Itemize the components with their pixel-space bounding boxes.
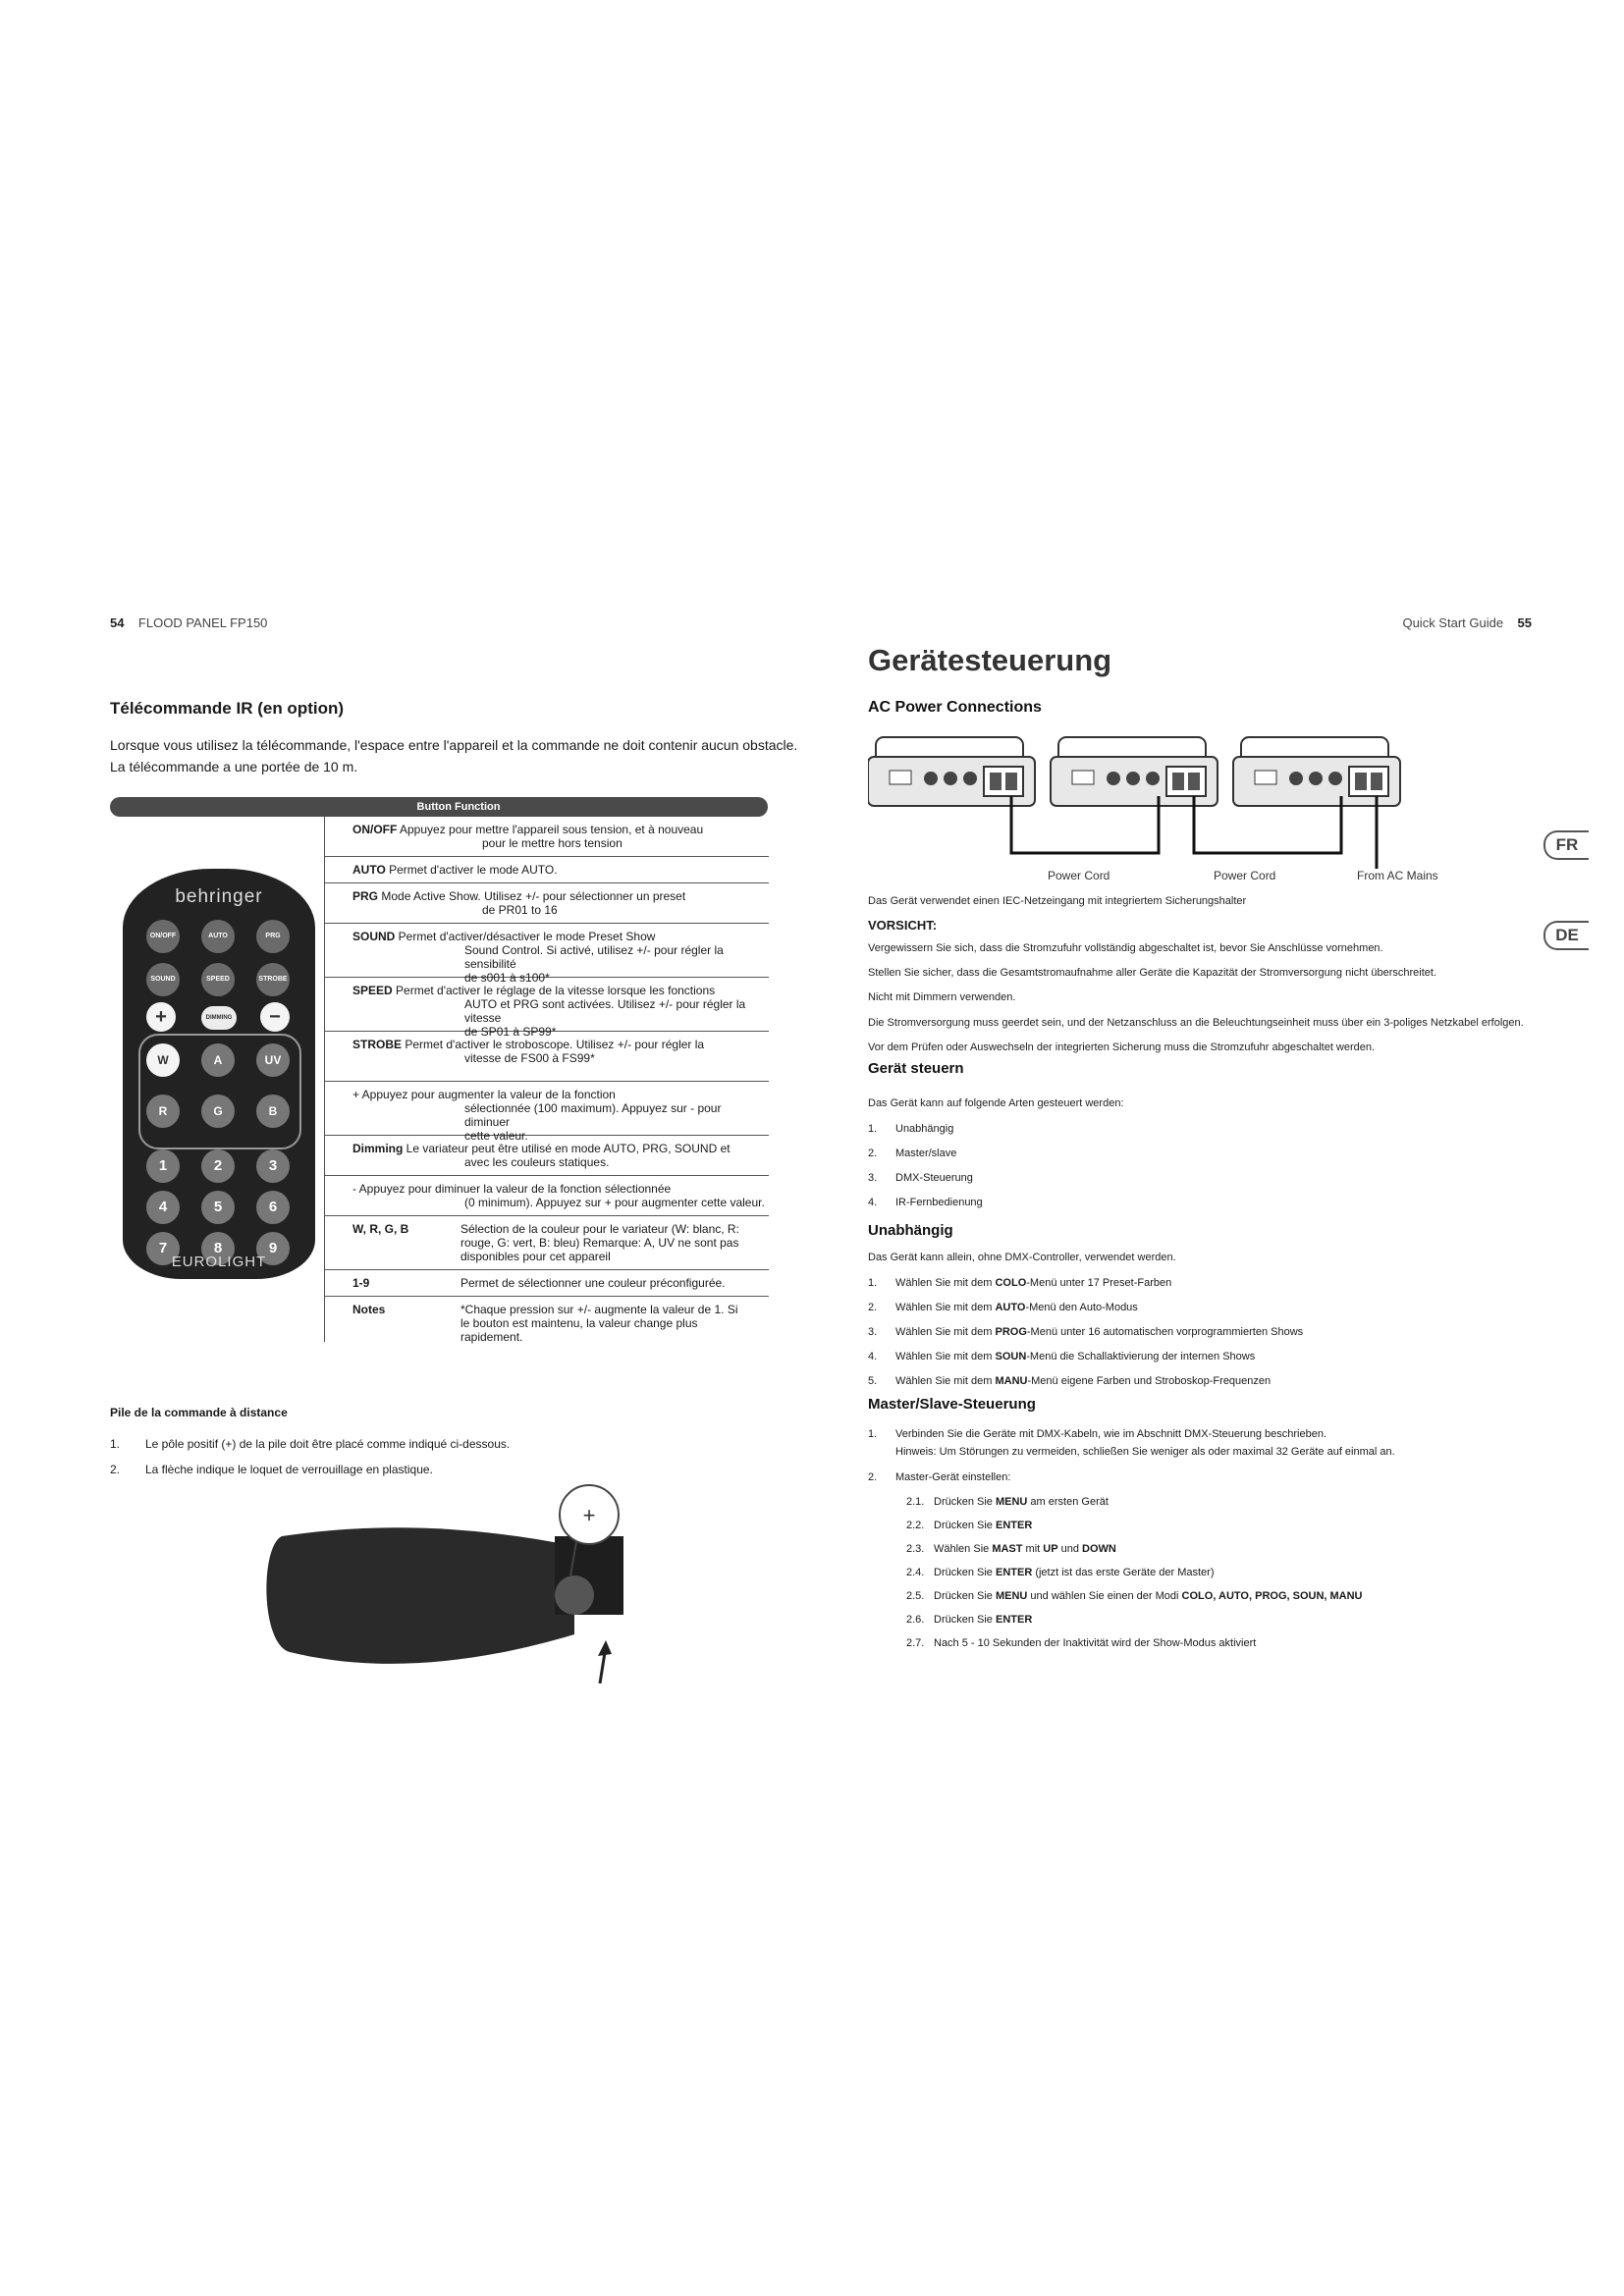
row-text: de PR01 to 16: [482, 903, 558, 917]
caution-line: Vergewissern Sie sich, dass die Stromzufuhr vollständig abgeschaltet ist, bevor Sie Anschlüsse vornehmen.: [868, 942, 1383, 954]
remote-back-shape: [266, 1527, 574, 1664]
item-text: -Menü unter 17 Preset-Farben: [1026, 1277, 1172, 1289]
row-text: vitesse de FS00 à FS99*: [464, 1051, 595, 1065]
row-text: - Appuyez pour diminuer la valeur de la fonction sélectionnée: [352, 1182, 672, 1196]
independent-list: [868, 1271, 1303, 1394]
list-item: [906, 1561, 1363, 1584]
page-number-right: 55: [1517, 615, 1532, 630]
item-text: La flèche indique le loquet de verrouillage en plastique.: [145, 1463, 433, 1476]
item-text: Verbinden Sie die Geräte mit DMX-Kabeln, wie im Abschnitt DMX-Steuerung beschrieben.: [895, 1428, 1326, 1440]
row-key: ON/OFF: [352, 823, 398, 836]
menu-keyword: ENTER: [995, 1614, 1033, 1626]
remote-button-a: A: [201, 1043, 235, 1077]
section-title-master-slave: Master/Slave-Steuerung: [868, 1396, 1036, 1413]
item-text: und wählen Sie einen der Modi: [1027, 1590, 1182, 1602]
row-text: sélectionnée (100 maximum). Appuyez sur - pour diminuer: [464, 1101, 722, 1129]
item-text: Wählen Sie mit dem: [895, 1375, 996, 1387]
table-row: [325, 924, 769, 985]
item-number: 2.5.: [906, 1590, 925, 1602]
list-item: 1. Wählen Sie mit dem COLO-Menü unter 17 Preset-Farben: [868, 1277, 1172, 1289]
item-text: Master/slave: [895, 1148, 957, 1159]
row-text: (0 minimum). Appuyez sur + pour augmenter cette valeur.: [464, 1196, 765, 1209]
row-text: Permet de sélectionner une couleur préconfigurée.: [460, 1276, 726, 1290]
page-number-left: 54: [110, 615, 125, 630]
table-row: [325, 1297, 769, 1342]
item-text: Hinweis: Um Störungen zu vermeiden, schließen Sie weniger als oder maximal 32 Geräte auf einmal an.: [895, 1446, 1395, 1458]
fixture-1: [868, 737, 1035, 806]
product-logo: EUROLIGHT: [171, 1254, 267, 1270]
list-item: 3. Wählen Sie mit dem PROG-Menü unter 16 automatischen vorprogrammierten Shows: [868, 1326, 1304, 1338]
menu-keyword: MANU: [995, 1375, 1028, 1387]
control-intro: Das Gerät kann auf folgende Arten gesteuert werden:: [868, 1097, 1124, 1109]
remote-control-illustration: [123, 869, 315, 1279]
row-key: STROBE: [352, 1038, 403, 1051]
intro-line-1: Lorsque vous utilisez la télécommande, l'espace entre l'appareil et la commande ne doit contenir aucun obstacle.: [110, 737, 798, 753]
item-text: -Menü die Schallaktivierung der internen Shows: [1026, 1351, 1256, 1362]
list-item: [906, 1490, 1363, 1514]
list-item-note: [868, 1443, 1395, 1461]
master-setup-steps: [906, 1490, 1363, 1655]
item-text: -Menü eigene Farben und Stroboskop-Frequenzen: [1027, 1375, 1272, 1387]
remote-button-plus: +: [146, 1002, 176, 1032]
item-text: Wählen Sie mit dem: [895, 1277, 996, 1289]
list-item: [906, 1514, 1363, 1537]
caution-line: Die Stromversorgung muss geerdet sein, und der Netzanschluss an die Beleuchtungseinheit muss über ein 3-poliges Netzkabel erfolgen.: [868, 1017, 1524, 1029]
row-key: Dimming: [352, 1142, 404, 1155]
battery-section-title: Pile de la commande à distance: [110, 1406, 288, 1419]
remote-button-9: 9: [256, 1232, 290, 1265]
menu-keyword: AUTO: [995, 1302, 1026, 1313]
item-number: 2.1.: [906, 1496, 925, 1508]
row-text: Mode Active Show. Utilisez +/- pour sélectionner un preset: [378, 889, 686, 903]
remote-button-8: 8: [201, 1232, 235, 1265]
intro-text: [110, 734, 798, 777]
item-text: -Menü unter 16 automatischen vorprogrammierten Shows: [1026, 1326, 1304, 1338]
section-title-ir-remote: Télécommande IR (en option): [110, 699, 345, 718]
button-function-table: [324, 817, 769, 1342]
remote-button-2: 2: [201, 1149, 235, 1183]
remote-button-prg: PRG: [256, 920, 290, 953]
remote-button-r: R: [146, 1095, 180, 1128]
table-row: [325, 1136, 769, 1176]
item-text: mit: [1022, 1543, 1044, 1555]
remote-button-4: 4: [146, 1191, 180, 1224]
diagram-label-power-cord-2: Power Cord: [1214, 869, 1276, 882]
table-row: [325, 1176, 769, 1216]
row-text: de s001 à s100*: [464, 971, 550, 985]
item-text: Unabhängig: [895, 1123, 954, 1135]
item-number: 2.2.: [906, 1520, 925, 1531]
item-number: 2.4.: [906, 1567, 925, 1578]
menu-keyword: ENTER: [995, 1567, 1033, 1578]
page-header-left: [110, 615, 267, 630]
guide-title: Quick Start Guide: [1402, 615, 1504, 630]
item-number: 2.: [110, 1463, 121, 1476]
item-text: Wählen Sie mit dem: [895, 1351, 996, 1362]
diagram-label-power-cord-1: Power Cord: [1048, 869, 1110, 882]
remote-button-speed: SPEED: [201, 963, 235, 996]
page-header-right: [1402, 615, 1532, 630]
row-text: Sound Control. Si activé, utilisez +/- pour régler la sensibilité: [464, 943, 724, 971]
row-text: Permet d'activer/désactiver le mode Preset Show: [395, 930, 656, 943]
table-row: [325, 1216, 769, 1270]
caution-heading: VORSICHT:: [868, 918, 938, 933]
item-text: Drücken Sie: [934, 1614, 996, 1626]
item-text: Wählen Sie mit dem: [895, 1302, 996, 1313]
remote-button-auto: AUTO: [201, 920, 235, 953]
item-text: Master-Gerät einstellen:: [895, 1471, 1011, 1483]
menu-keyword: MAST: [992, 1543, 1023, 1555]
remote-button-7: 7: [146, 1232, 180, 1265]
menu-keyword: MENU: [995, 1496, 1028, 1508]
item-text: -Menü den Auto-Modus: [1025, 1302, 1138, 1313]
list-item: [906, 1631, 1363, 1655]
list-item: 4. IR-Fernbedienung: [868, 1197, 983, 1208]
battery-plus-sign: +: [582, 1503, 596, 1527]
page-title: Gerätesteuerung: [868, 643, 1112, 677]
row-key: AUTO: [352, 863, 386, 877]
menu-keyword: COLO, AUTO, PROG, SOUN, MANU: [1181, 1590, 1363, 1602]
remote-button-5: 5: [201, 1191, 235, 1224]
fixture-3: [1233, 737, 1400, 806]
remote-button-3: 3: [256, 1149, 290, 1183]
battery-list: [110, 1431, 510, 1482]
item-number: 1.: [110, 1437, 121, 1451]
language-tab-de[interactable]: DE: [1543, 921, 1589, 950]
ac-power-title: AC Power Connections: [868, 699, 1042, 716]
list-item: 3. DMX-Steuerung: [868, 1172, 973, 1184]
row-text: Le variateur peut être utilisé en mode AUTO, PRG, SOUND et: [403, 1142, 731, 1155]
independent-intro: Das Gerät kann allein, ohne DMX-Controller, verwendet werden.: [868, 1252, 1176, 1263]
row-text: AUTO et PRG sont activées. Utilisez +/- pour régler la vitesse: [464, 997, 746, 1025]
latch-arrow-head: [598, 1640, 612, 1656]
item-text: (jetzt ist das erste Geräte der Master): [1032, 1567, 1215, 1578]
row-key: PRG: [352, 889, 379, 903]
caution-line: Vor dem Prüfen oder Auswechseln der integrierten Sicherung muss die Stromzufuhr abgeschaltet werden.: [868, 1041, 1376, 1053]
menu-keyword: UP: [1043, 1543, 1058, 1555]
row-key: SOUND: [352, 930, 396, 943]
table-row: [325, 1270, 769, 1297]
list-item: [906, 1537, 1363, 1561]
item-text: am ersten Gerät: [1027, 1496, 1109, 1508]
remote-button-g: G: [201, 1095, 235, 1128]
row-key: W, R, G, B: [352, 1222, 409, 1236]
menu-keyword: MENU: [995, 1590, 1028, 1602]
item-number: 2.6.: [906, 1614, 925, 1626]
battery-illustration: [260, 1477, 653, 1683]
section-title-control: Gerät steuern: [868, 1060, 964, 1077]
remote-button-onoff: ON/OFF: [146, 920, 180, 953]
list-item: 2. Master-Gerät einstellen:: [868, 1471, 1011, 1483]
list-item: [110, 1431, 510, 1457]
list-item: 1. Verbinden Sie die Geräte mit DMX-Kabeln, wie im Abschnitt DMX-Steuerung beschrieben.: [868, 1428, 1326, 1440]
menu-keyword: COLO: [995, 1277, 1027, 1289]
remote-button-dimming: DIMMING: [201, 1006, 237, 1030]
remote-button-w: W: [146, 1043, 180, 1077]
item-text: DMX-Steuerung: [895, 1172, 973, 1184]
item-number: 2.3.: [906, 1543, 925, 1555]
row-text: Permet d'activer le mode AUTO.: [385, 863, 558, 877]
row-text: Appuyez pour mettre l'appareil sous tension, et à nouveau: [397, 823, 704, 836]
remote-button-b: B: [256, 1095, 290, 1128]
language-tab-fr[interactable]: FR: [1543, 830, 1589, 860]
row-text: Permet d'activer le stroboscope. Utilisez +/- pour régler la: [402, 1038, 705, 1051]
control-list: [868, 1117, 983, 1215]
master-slave-list: [868, 1425, 1395, 1486]
table-row: [325, 883, 769, 924]
item-text: Drücken Sie: [934, 1590, 996, 1602]
item-text: Wählen Sie mit dem: [895, 1326, 996, 1338]
list-item: [906, 1584, 1363, 1608]
row-text: *Chaque pression sur +/- augmente la valeur de 1. Si le bouton est maintenu, la valeur change plus rapidement.: [460, 1303, 738, 1344]
remote-button-1: 1: [146, 1149, 180, 1183]
item-text: Drücken Sie: [934, 1520, 996, 1531]
list-item: [906, 1608, 1363, 1631]
remote-button-uv: UV: [256, 1043, 290, 1077]
row-text: Sélection de la couleur pour le variateur (W: blanc, R: rouge, G: vert, B: bleu) Remarque: A, UV ne sont pas disponibles pour cet appareil: [460, 1222, 739, 1263]
battery-cell: [555, 1575, 594, 1615]
row-text: Permet d'activer le réglage de la vitesse lorsque les fonctions: [392, 984, 716, 997]
list-item: 2. Wählen Sie mit dem AUTO-Menü den Auto-Modus: [868, 1302, 1138, 1313]
table-row: [325, 1082, 769, 1143]
item-number: 2.7.: [906, 1637, 925, 1649]
list-item: 5. Wählen Sie mit dem MANU-Menü eigene Farben und Stroboskop-Frequenzen: [868, 1375, 1272, 1387]
remote-button-sound: SOUND: [146, 963, 180, 996]
menu-keyword: ENTER: [995, 1520, 1033, 1531]
list-item: 4. Wählen Sie mit dem SOUN-Menü die Schallaktivierung der internen Shows: [868, 1351, 1256, 1362]
brand-logo: behringer: [175, 886, 263, 907]
caution-line: Nicht mit Dimmern verwenden.: [868, 991, 1016, 1003]
list-item: 2. Master/slave: [868, 1148, 957, 1159]
row-text: de SP01 à SP99*: [464, 1025, 557, 1039]
table-row: [325, 1032, 769, 1082]
row-key: Notes: [352, 1303, 386, 1316]
table-row: [325, 817, 769, 857]
remote-button-strobe: STROBE: [256, 963, 290, 996]
row-text: + Appuyez pour augmenter la valeur de la fonction: [352, 1088, 616, 1101]
table-header-label: Button Function: [416, 801, 501, 813]
item-text: Drücken Sie: [934, 1496, 996, 1508]
row-key: SPEED: [352, 984, 393, 997]
menu-keyword: SOUN: [995, 1351, 1027, 1362]
row-text: cette valeur.: [464, 1129, 528, 1143]
item-text: und: [1057, 1543, 1083, 1555]
iec-note: Das Gerät verwendet einen IEC-Netzeingang mit integriertem Sicherungshalter: [868, 895, 1247, 907]
diagram-label-ac-mains: From AC Mains: [1357, 869, 1438, 882]
fixture-2: [1051, 737, 1218, 806]
row-text: avec les couleurs statiques.: [464, 1155, 610, 1169]
item-text: Drücken Sie: [934, 1567, 996, 1578]
product-title: FLOOD PANEL FP150: [137, 615, 268, 630]
power-connection-diagram: [868, 731, 1418, 879]
item-text: Wählen Sie: [934, 1543, 993, 1555]
table-row: [325, 857, 769, 883]
row-key: 1-9: [352, 1276, 370, 1290]
item-text: Le pôle positif (+) de la pile doit être placé comme indiqué ci-dessous.: [145, 1437, 511, 1451]
row-text: pour le mettre hors tension: [482, 836, 623, 850]
remote-button-6: 6: [256, 1191, 290, 1224]
table-header-bar: [110, 797, 768, 817]
section-title-independent: Unabhängig: [868, 1222, 953, 1239]
caution-line: Stellen Sie sicher, dass die Gesamtstromaufnahme aller Geräte die Kapazität der Stromversorgung nicht überschreitet.: [868, 967, 1437, 979]
table-row: [325, 978, 769, 1039]
item-text: Nach 5 - 10 Sekunden der Inaktivität wird der Show-Modus aktiviert: [934, 1637, 1257, 1649]
intro-line-2: La télécommande a une portée de 10 m.: [110, 759, 358, 774]
item-text: IR-Fernbedienung: [895, 1197, 983, 1208]
remote-button-minus: −: [260, 1002, 290, 1032]
menu-keyword: PROG: [995, 1326, 1027, 1338]
list-item: 1. Unabhängig: [868, 1123, 954, 1135]
menu-keyword: DOWN: [1082, 1543, 1116, 1555]
